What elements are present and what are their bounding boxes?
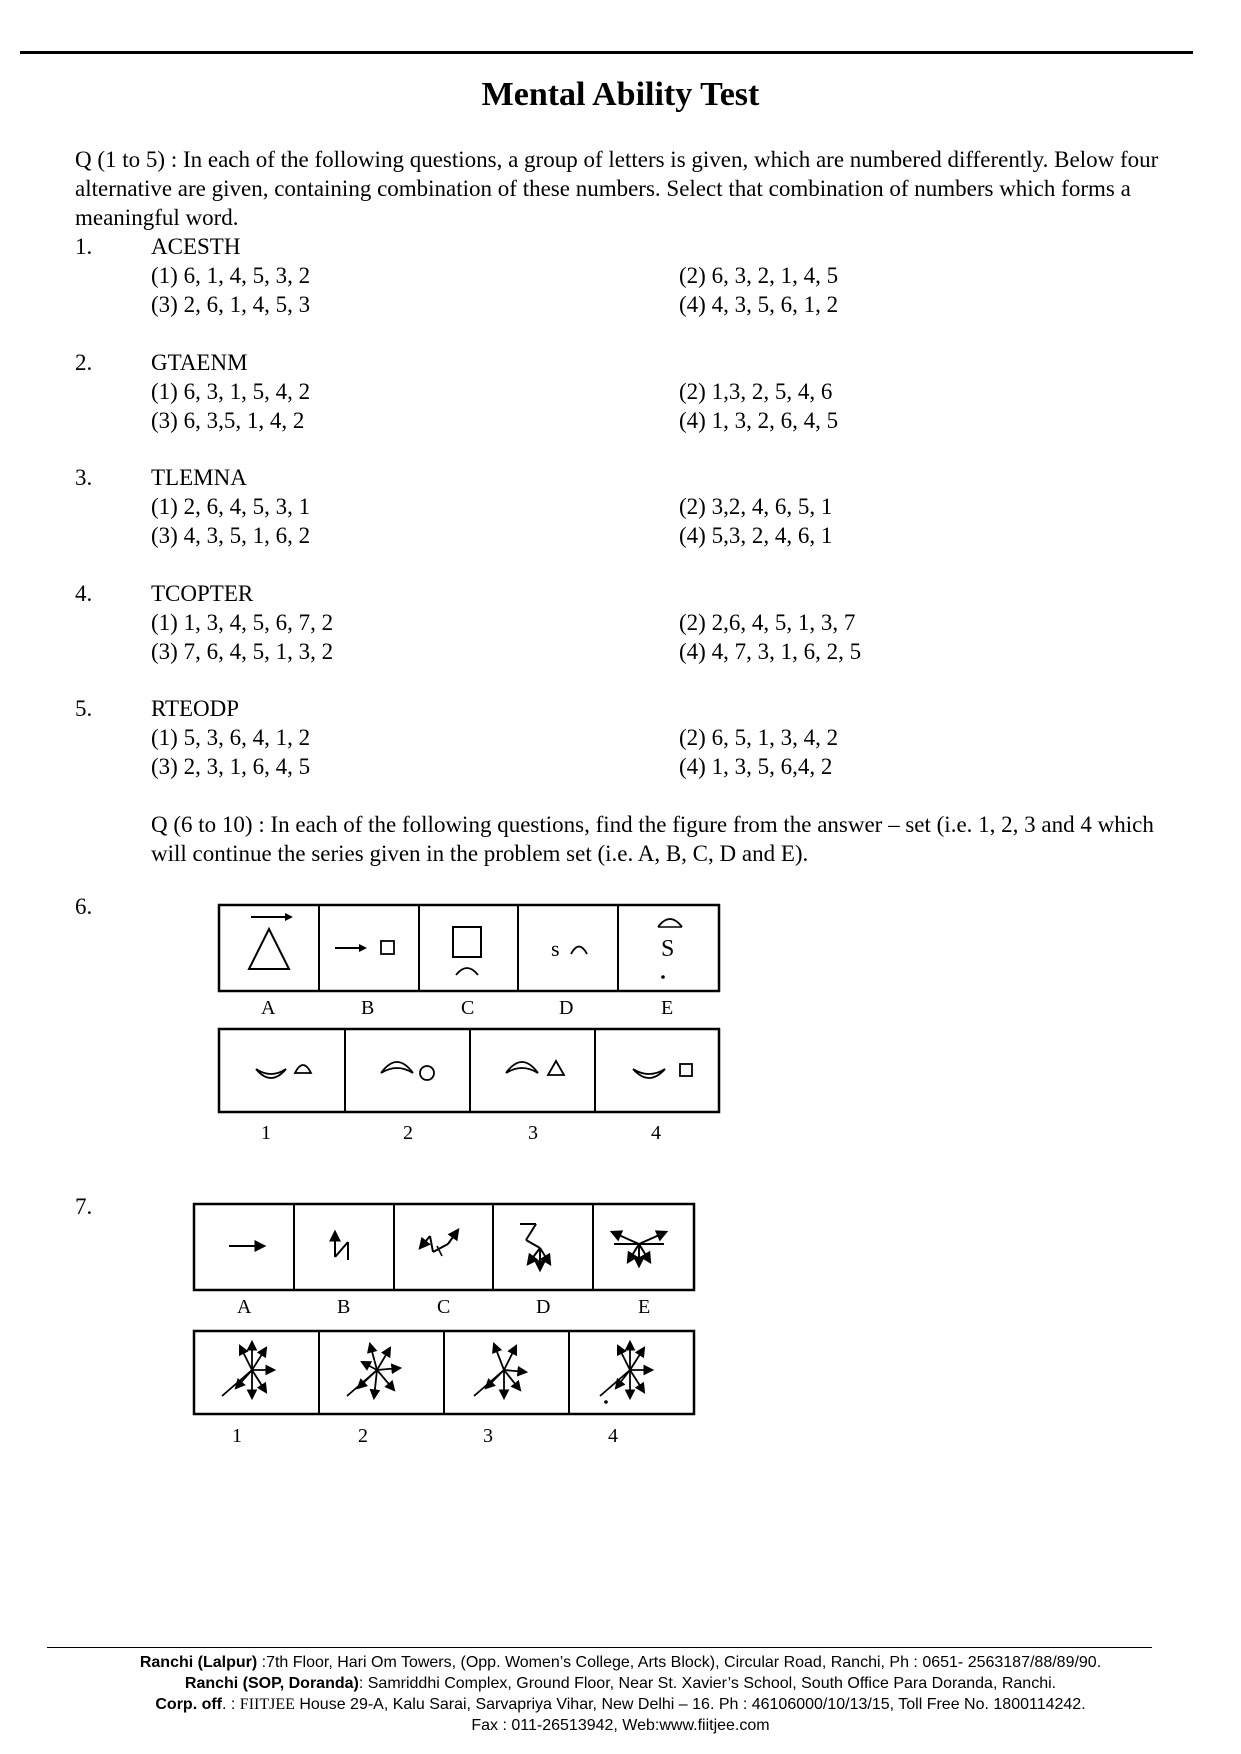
footer-separator: . :	[222, 1696, 240, 1713]
option-3: (3) 6, 3,5, 1, 4, 2	[151, 408, 305, 433]
question-word: ACESTH	[151, 234, 241, 259]
option-4: (4) 1, 3, 2, 6, 4, 5	[679, 408, 839, 433]
answer-1	[256, 1065, 311, 1078]
answer-4	[600, 1342, 652, 1404]
answer-label-1: 1	[232, 1425, 242, 1447]
footer-rule	[47, 1647, 1152, 1648]
figure-e-letter: S	[661, 936, 675, 962]
question-7-figure	[192, 1202, 702, 1452]
label-b: B	[361, 997, 375, 1019]
question-number: 5.	[75, 696, 93, 721]
question-number: 4.	[75, 581, 93, 606]
section1-instructions: Q (1 to 5) : In each of the following questions, a group of letters is given, which are numbered differently. Below four alternative are given, containing combination of these numbers. Select that combination of numbers which forms a meaningful word.	[75, 147, 1159, 230]
answer-label-4: 4	[608, 1425, 618, 1447]
option-4: (4) 4, 7, 3, 1, 6, 2, 5	[679, 639, 862, 664]
label-e: E	[638, 1296, 651, 1318]
figure-d	[551, 936, 587, 961]
figure-b	[335, 941, 394, 954]
answer-2	[381, 1062, 434, 1080]
label-a: A	[261, 997, 276, 1019]
label-c: C	[461, 997, 475, 1019]
option-2: (2) 6, 5, 1, 3, 4, 2	[679, 725, 839, 750]
question-word: GTAENM	[151, 350, 248, 375]
label-d: D	[559, 997, 574, 1019]
option-2: (2) 6, 3, 2, 1, 4, 5	[679, 263, 839, 288]
figure-c	[453, 927, 481, 975]
answer-label-2: 2	[403, 1122, 413, 1144]
label-d: D	[536, 1296, 551, 1318]
question-word: TCOPTER	[151, 581, 254, 606]
figure-b	[335, 1232, 348, 1260]
figure-e	[612, 1232, 666, 1266]
question-7-number: 7.	[75, 1194, 93, 1219]
option-4: (4) 1, 3, 5, 6,4, 2	[679, 754, 833, 779]
answer-4	[633, 1064, 692, 1078]
footer-line-4: Fax : 011-26513942, Web:www.fiitjee.com	[471, 1717, 770, 1734]
answer-3	[474, 1344, 526, 1398]
option-2: (2) 3,2, 4, 6, 5, 1	[679, 494, 833, 519]
option-3: (3) 2, 6, 1, 4, 5, 3	[151, 292, 311, 317]
question-word: TLEMNA	[151, 465, 247, 490]
answer-label-3: 3	[483, 1425, 493, 1447]
page-title: Mental Ability Test	[481, 76, 760, 113]
footer-branch-doranda: Ranchi (SOP, Doranda)	[184, 1675, 359, 1692]
footer-corp-office: Corp. off	[155, 1696, 223, 1713]
option-1: (1) 6, 3, 1, 5, 4, 2	[151, 379, 311, 404]
question-number: 3.	[75, 465, 93, 490]
footer	[0, 1652, 1241, 1736]
option-3: (3) 2, 3, 1, 6, 4, 5	[151, 754, 311, 779]
question-word: RTEODP	[151, 696, 240, 721]
label-c: C	[437, 1296, 451, 1318]
figure-a	[249, 913, 293, 969]
answer-3	[506, 1061, 564, 1075]
option-1: (1) 1, 3, 4, 5, 6, 7, 2	[151, 610, 334, 635]
footer-address-lalpur: :7th Floor, Hari Om Towers, (Opp. Women’s College, Arts Block), Circular Road, Ranchi, Ph : 0651- 2563187/88/89/90.	[257, 1654, 1102, 1671]
option-3: (3) 4, 3, 5, 1, 6, 2	[151, 523, 311, 548]
option-2: (2) 1,3, 2, 5, 4, 6	[679, 379, 833, 404]
option-3: (3) 7, 6, 4, 5, 1, 3, 2	[151, 639, 334, 664]
option-4: (4) 5,3, 2, 4, 6, 1	[679, 523, 833, 548]
answer-label-4: 4	[651, 1122, 661, 1144]
footer-address-corp: House 29-A, Kalu Sarai, Sarvapriya Vihar, New Delhi – 16. Ph : 46106000/10/13/15, Toll Free No. 1800114242.	[294, 1696, 1086, 1713]
label-b: B	[337, 1296, 351, 1318]
option-2: (2) 2,6, 4, 5, 1, 3, 7	[679, 610, 856, 635]
question-6-number: 6.	[75, 894, 93, 919]
option-1: (1) 5, 3, 6, 4, 1, 2	[151, 725, 311, 750]
question-number: 2.	[75, 350, 93, 375]
answer-1	[222, 1342, 274, 1398]
option-4: (4) 4, 3, 5, 6, 1, 2	[679, 292, 839, 317]
question-6-figure	[215, 903, 725, 1148]
answer-2	[347, 1344, 400, 1398]
footer-line-1	[0, 1652, 1241, 1673]
label-e: E	[661, 997, 674, 1019]
label-a: A	[237, 1296, 252, 1318]
section2-instructions: Q (6 to 10) : In each of the following questions, find the figure from the answer – set (i.e. 1, 2, 3 and 4 which will continue the series given in the problem set (i.e. A, B, C, D and E).	[151, 812, 1154, 866]
figure-e	[658, 919, 682, 979]
footer-line-2	[0, 1673, 1241, 1694]
answer-label-2: 2	[358, 1425, 368, 1447]
option-1: (1) 6, 1, 4, 5, 3, 2	[151, 263, 311, 288]
top-rule	[20, 51, 1193, 54]
footer-brand: FIITJEE	[239, 1696, 295, 1713]
problem-set-box	[219, 905, 719, 991]
figure-d	[520, 1224, 550, 1270]
figure-c	[420, 1230, 458, 1256]
figure-d-letter: s	[551, 936, 560, 961]
option-1: (1) 2, 6, 4, 5, 3, 1	[151, 494, 311, 519]
footer-line-3	[0, 1694, 1241, 1715]
answer-label-3: 3	[528, 1122, 538, 1144]
answer-label-1: 1	[261, 1122, 271, 1144]
footer-address-doranda: : Samriddhi Complex, Ground Floor, Near St. Xavier’s School, South Office Para Doranda, Ranchi.	[358, 1675, 1057, 1692]
question-number: 1.	[75, 234, 93, 259]
footer-branch-lalpur: Ranchi (Lalpur)	[139, 1654, 258, 1671]
